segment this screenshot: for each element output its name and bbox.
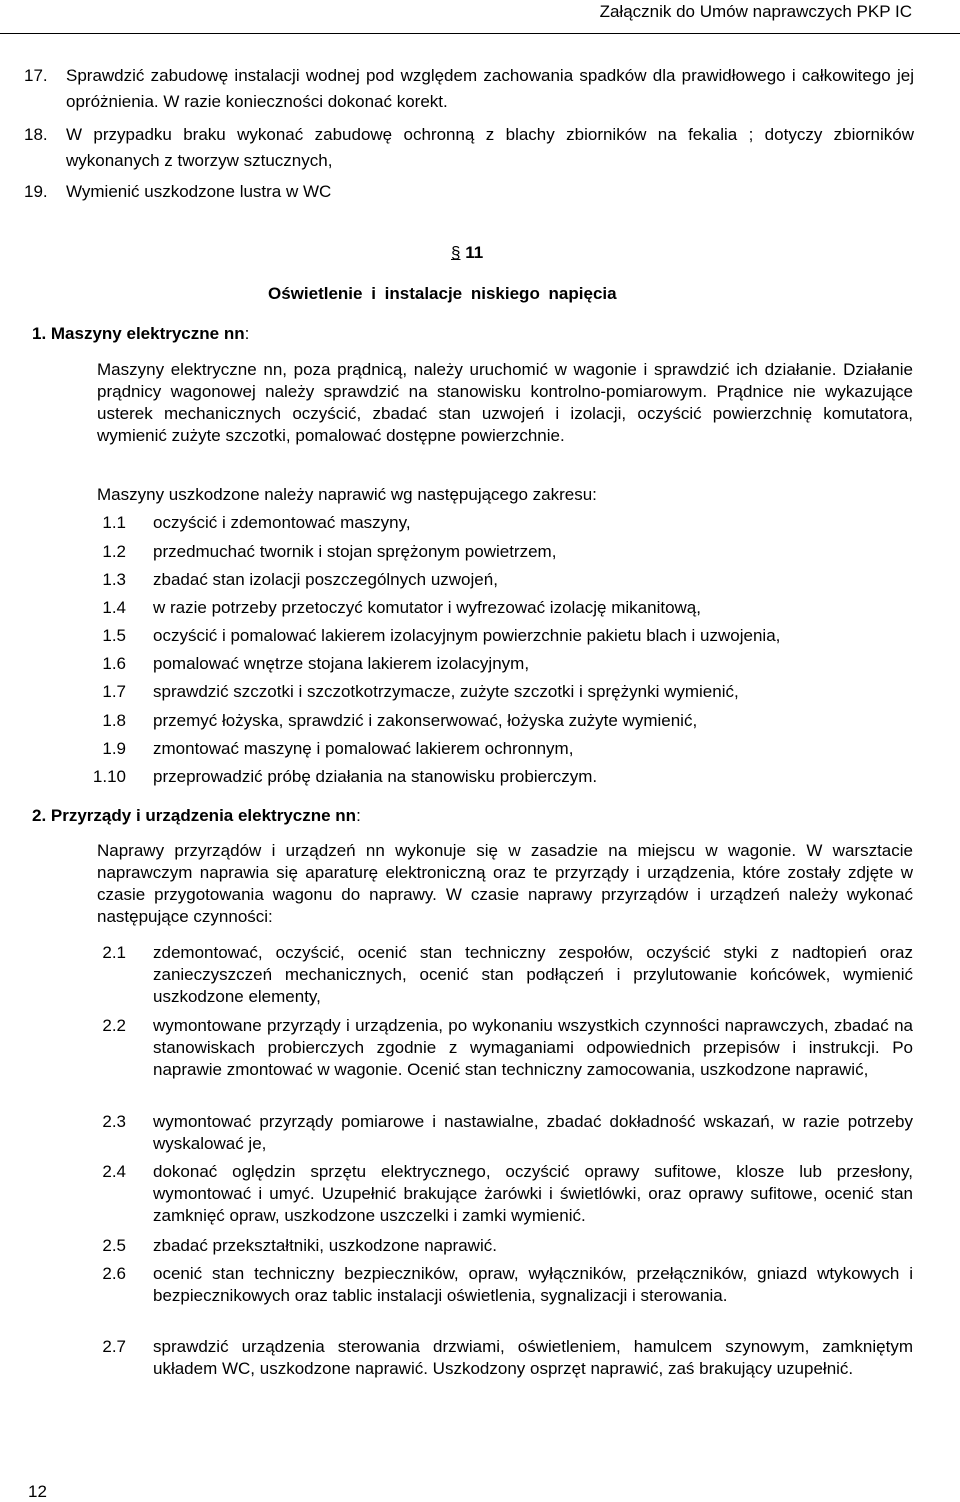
subsection-heading-text: 2. Przyrządy i urządzenia elektryczne nn [32,806,357,825]
item-number: 2.1 [102,943,126,962]
list-item-text: Sprawdzić zabudowę instalacji wodnej pod względem zachowania spadków dla prawidłowego i całkowitego jej opróżnienia. W razie konieczności dokonać korekt. [66,66,914,111]
item-text: oczyścić i zdemontować maszyny, [153,513,411,532]
page-header [0,0,960,34]
list-item-number: 17. [24,66,48,85]
list-item-number: 18. [24,125,48,144]
subsection-intro: Naprawy przyrządów i urządzeń nn wykonuje się w zasadzie na miejscu w wagonie. W warsztacie naprawczym naprawia się aparaturę elektroniczną oraz te przyrządy i urządzenia, które zostały zdjęte w czasie przygotowania wagonu do naprawy. W czasie naprawy przyrządów i urządzeń należy wykonać następujące czynności: [97,841,913,926]
section-number-value: 11 [465,243,484,262]
item-text: wymontować przyrządy pomiarowe i nastawialne, zbadać dokładność wskazań, w razie potrzeby wyskalować je, [153,1112,913,1153]
item-number: 1.10 [92,767,126,786]
item-text: przemyć łożyska, sprawdzić i zakonserwować, łożyska zużyte wymienić, [153,711,698,730]
subsection-heading-colon: : [356,806,361,825]
item-number: 2.2 [102,1016,126,1035]
item-number: 1.2 [102,542,126,561]
item-text: zbadać przekształtniki, uszkodzone naprawić. [153,1236,497,1255]
item-text: przeprowadzić próbę działania na stanowisku probierczym. [153,767,598,786]
section-title: Oświetlenie i instalacje niskiego napięcia [268,284,617,303]
subsection-heading-colon: : [244,324,250,343]
item-number: 2.4 [102,1162,126,1181]
item-text: zbadać stan izolacji poszczególnych uzwojeń, [153,570,498,589]
item-number: 1.7 [102,682,126,701]
section-number [451,243,483,263]
item-text: pomalować wnętrze stojana lakierem izolacyjnym, [153,654,530,673]
item-text: zdemontować, oczyścić, ocenić stan techniczny zespołów, oczyścić styki z nadtopień oraz zanieczyszczeń mechanicznych, ocenić stan podłączeń i przylutowanie końcówek, wymienić uszkodzone elementy, [153,943,913,1006]
item-number: 1.5 [102,626,126,645]
header-title: Załącznik do Umów naprawczych PKP IC [599,2,912,21]
item-number: 1.6 [102,654,126,673]
item-number: 2.3 [102,1112,126,1131]
item-number: 1.4 [102,598,126,617]
item-number: 1.9 [102,739,126,758]
subsection-heading-text: 1. Maszyny elektryczne nn [32,324,245,343]
item-number: 2.6 [102,1264,126,1283]
item-number: 1.3 [102,570,126,589]
item-text: dokonać oględzin sprzętu elektrycznego, oczyścić oprawy sufitowe, klosze lub przesłony, wymontować i umyć. Uzupełnić brakujące żarówki i świetlówki, oraz oprawy sufitowe, ocenić stan zamknięć opraw, uszkodzone uszczelki i zamki wymienić. [153,1162,913,1225]
item-text: sprawdzić szczotki i szczotkotrzymacze, zużyte szczotki i sprężynki wymienić, [153,682,739,701]
item-text: ocenić stan techniczny bezpieczników, opraw, wyłączników, przełączników, gniazd wtykowych i bezpiecznikowych oraz tablic instalacji oświetlenia, sygnalizacji i sterowania. [153,1264,913,1305]
item-number: 2.7 [102,1337,126,1356]
item-number: 1.8 [102,711,126,730]
page-number: 12 [28,1482,47,1501]
item-text: sprawdzić urządzenia sterowania drzwiami, oświetleniem, hamulcem szynowym, zamkniętym układem WC, uszkodzone naprawić. Uszkodzony osprzęt naprawić, zaś brakujący uzupełnić. [153,1337,913,1378]
subsection-scope: Maszyny uszkodzone należy naprawić wg następującego zakresu: [97,485,597,504]
item-text: oczyścić i pomalować lakierem izolacyjnym powierzchnie pakietu blach i uzwojenia, [153,626,781,645]
list-item-text: W przypadku braku wykonać zabudowę ochronną z blachy zbiorników na fekalia ; dotyczy zbiorników wykonanych z tworzyw sztucznych, [66,125,914,170]
item-text: przedmuchać twornik i stojan sprężonym powietrzem, [153,542,557,561]
item-text: zmontować maszynę i pomalować lakierem ochronnym, [153,739,574,758]
item-number: 1.1 [102,513,126,532]
subsection-heading [32,324,249,344]
list-item-number: 19. [24,182,48,201]
item-text: wymontowane przyrządy i urządzenia, po wykonaniu wszystkich czynności naprawczych, zbadać na stanowiskach probierczych zgodnie z wymaganiami odpowiednich przepisów i instrukcji. Po naprawie zmontować w wagonie. Ocenić stan techniczny zamocowania, uszkodzone naprawić, [153,1016,913,1079]
subsection-intro: Maszyny elektryczne nn, poza prądnicą, należy uruchomić w wagonie i sprawdzić ich działanie. Działanie prądnicy wagonowej należy sprawdzić na stanowisku kontrolno-pomiarowym. Prądnice nie wykazujące usterek mechanicznych oczyścić, zbadać stan uzwojeń i izolacji, oczyścić powierzchnię komutatora, wymienić zużyte szczotki, pomalować dostępne powierzchnie. [97,360,913,445]
subsection-heading [32,806,361,826]
item-number: 2.5 [102,1236,126,1255]
list-item-text: Wymienić uszkodzone lustra w WC [66,182,332,201]
section-symbol: § [451,243,461,262]
item-text: w razie potrzeby przetoczyć komutator i wyfrezować izolację mikanitową, [153,598,701,617]
